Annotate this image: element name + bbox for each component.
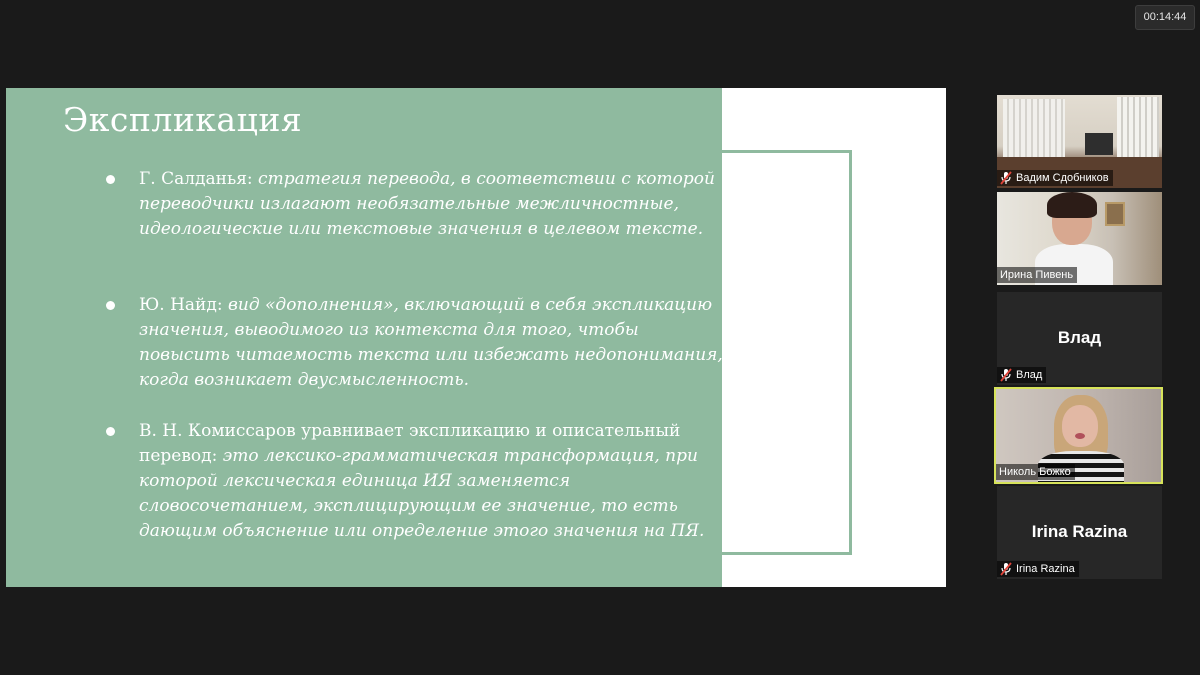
meeting-timer: 00:14:44: [1135, 5, 1195, 30]
bullet-dot-icon: [106, 175, 115, 184]
participant-tile[interactable]: [997, 486, 1162, 579]
bullet-text: это лексико-грамматическая трансформация, при которой лексическая единица ИЯ заменяется словосочетанием, эксплицирующим ее значение, то есть дающим объяснение или определение этого значения на ПЯ.: [139, 446, 705, 541]
participant-name-bar: [996, 464, 1075, 480]
participant-name-bar: [997, 367, 1046, 383]
slide-bullet: [139, 419, 729, 544]
participant-tile[interactable]: [997, 95, 1162, 188]
slide-bullet: [139, 293, 729, 393]
bullet-author: Ю. Найд:: [139, 295, 223, 315]
mic-muted-icon: [1000, 368, 1012, 382]
participant-name-bar: [997, 561, 1079, 577]
bullet-text: вид «дополнения», включающий в себя экспликацию значения, выводимого из контекста для того, чтобы повысить читаемость текста или избежать недопонимания, когда возникает двусмысленность.: [139, 295, 723, 390]
mic-muted-icon: [1000, 171, 1012, 185]
participant-name-bar: [997, 170, 1113, 186]
bullet-dot-icon: [106, 427, 115, 436]
bullet-author: Г. Салданья:: [139, 169, 253, 189]
participant-display-name: Irina Razina: [1031, 522, 1128, 541]
participant-name: Николь Божко: [999, 466, 1071, 478]
participant-name: Влад: [1016, 369, 1043, 381]
bullet-text: стратегия перевода, в соответствии с которой переводчики излагают необязательные межличностные, идеологические или текстовые значения в целевом тексте.: [139, 169, 715, 239]
mic-muted-icon: [1000, 562, 1012, 576]
slide-bullet: [139, 167, 729, 242]
participant-name: Вадим Сдобников: [1016, 172, 1109, 184]
participant-tile[interactable]: [997, 292, 1162, 385]
participant-tile[interactable]: [997, 192, 1162, 285]
participant-display-name: Влад: [1057, 328, 1102, 347]
shared-slide: [6, 88, 946, 587]
bullet-dot-icon: [106, 301, 115, 310]
bullet-author: В. Н. Комиссаров уравнивает экспликацию и описательный перевод:: [139, 421, 681, 466]
participant-name: Ирина Пивень: [1000, 269, 1074, 281]
participant-tile-active-speaker[interactable]: [994, 387, 1163, 484]
participant-name: Irina Razina: [1016, 563, 1075, 575]
participant-name-bar: [997, 267, 1077, 283]
slide-title: Экспликация: [63, 100, 303, 139]
